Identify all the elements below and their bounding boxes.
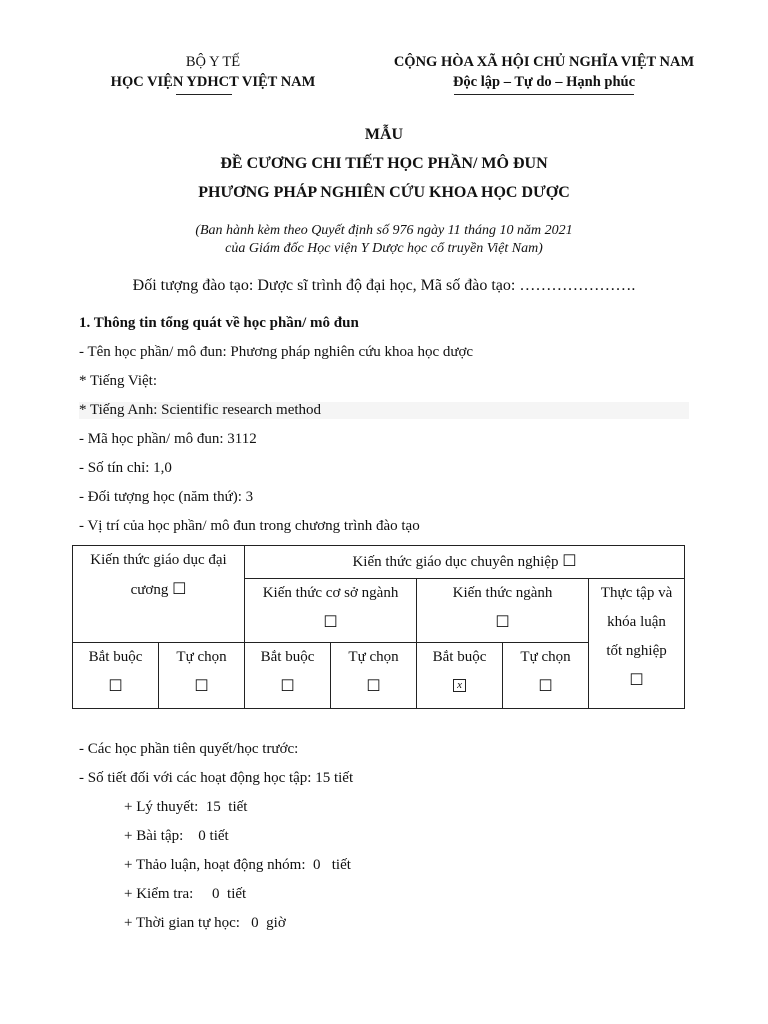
general-required-label: Bắt buộc xyxy=(88,649,143,665)
vietnamese-name-line: * Tiếng Việt: xyxy=(79,373,158,389)
foundation-elective-label: Tự chọn xyxy=(348,649,399,665)
hours-line: - Số tiết đối với các hoạt động học tập: 15 tiết xyxy=(79,770,354,786)
theory-hours-line: + Lý thuyết: 15 tiết xyxy=(124,799,248,815)
major-checkbox: ☐ xyxy=(495,614,510,631)
institution-name: HỌC VIỆN YDHCT VIỆT NAM xyxy=(110,74,316,90)
study-year-line: - Đối tượng học (năm thứ): 3 xyxy=(79,489,254,505)
course-code-line: - Mã học phần/ mô đun: 3112 xyxy=(79,431,257,447)
discussion-hours-line: + Thảo luận, hoạt động nhóm: 0 tiết xyxy=(124,857,351,873)
curriculum-position-table xyxy=(72,545,685,709)
credits-line: - Số tín chỉ: 1,0 xyxy=(79,460,172,476)
decision-line-1: (Ban hành kèm theo Quyết định số 976 ngày 11 tháng 10 năm 2021 xyxy=(195,223,573,238)
course-name-line: - Tên học phần/ mô đun: Phương pháp nghiên cứu khoa học dược xyxy=(79,344,474,360)
internship-checkbox: ☐ xyxy=(629,672,644,689)
internship-cell xyxy=(589,579,685,709)
general-education-checkbox: ☐ xyxy=(172,581,187,598)
foundation-elective-checkbox: ☐ xyxy=(366,678,381,695)
major-cell xyxy=(417,579,589,643)
general-elective-label: Tự chọn xyxy=(176,649,227,665)
position-line: - Vị trí của học phần/ mô đun trong chương trình đào tạo xyxy=(79,518,420,534)
right-header-rule xyxy=(454,94,634,95)
major-elective-label: Tự chọn xyxy=(520,649,571,665)
training-target: Đối tượng đào tạo: Dược sĩ trình độ đại học, Mã số đào tạo: …………………. xyxy=(132,277,636,294)
course-title: PHƯƠNG PHÁP NGHIÊN CỨU KHOA HỌC DƯỢC xyxy=(198,184,570,201)
major-required-checked-box: x xyxy=(453,679,466,692)
prerequisite-line: - Các học phần tiên quyết/học trước: xyxy=(79,741,299,757)
foundation-required-checkbox: ☐ xyxy=(280,678,295,695)
major-required-cell xyxy=(417,643,503,709)
foundation-cell xyxy=(245,579,417,643)
professional-education-checkbox: ☐ xyxy=(562,553,577,570)
foundation-elective-cell xyxy=(331,643,417,709)
foundation-checkbox: ☐ xyxy=(323,614,338,631)
major-label: Kiến thức ngành xyxy=(452,585,553,601)
english-name-line: * Tiếng Anh: Scientific research method xyxy=(79,402,689,419)
exercise-hours-line: + Bài tập: 0 tiết xyxy=(124,828,229,844)
internship-label-line-2: khóa luận xyxy=(607,614,666,630)
general-elective-cell xyxy=(159,643,245,709)
major-required-label: Bắt buộc xyxy=(432,649,487,665)
major-elective-cell xyxy=(503,643,589,709)
general-education-cell xyxy=(73,546,245,643)
country-name: CỘNG HÒA XÃ HỘI CHỦ NGHĨA VIỆT NAM xyxy=(393,54,695,70)
ministry-name: BỘ Y TẾ xyxy=(185,54,241,70)
section-1-heading: 1. Thông tin tổng quát về học phần/ mô đun xyxy=(79,315,359,331)
test-hours-line: + Kiểm tra: 0 tiết xyxy=(124,886,247,902)
general-required-checkbox: ☐ xyxy=(108,678,123,695)
foundation-required-cell xyxy=(245,643,331,709)
professional-education-label: Kiến thức giáo dục chuyên nghiệp xyxy=(352,554,559,570)
document-title: ĐỀ CƯƠNG CHI TIẾT HỌC PHẦN/ MÔ ĐUN xyxy=(220,155,548,172)
foundation-required-label: Bắt buộc xyxy=(260,649,315,665)
internship-label-line-3: tốt nghiệp xyxy=(606,643,667,659)
general-education-label: Kiến thức giáo dục đại cương xyxy=(90,552,227,598)
form-label: MẪU xyxy=(364,126,404,143)
motto: Độc lập – Tự do – Hạnh phúc xyxy=(452,74,636,90)
general-elective-checkbox: ☐ xyxy=(194,678,209,695)
major-elective-checkbox: ☐ xyxy=(538,678,553,695)
internship-label-line-1: Thực tập và xyxy=(600,585,673,601)
general-required-cell xyxy=(73,643,159,709)
professional-education-cell xyxy=(245,546,685,579)
decision-line-2: của Giám đốc Học viện Y Dược học cổ truyền Việt Nam) xyxy=(225,241,543,256)
foundation-label: Kiến thức cơ sở ngành xyxy=(262,585,399,601)
left-header-rule xyxy=(176,94,232,95)
self-study-line: + Thời gian tự học: 0 giờ xyxy=(124,915,286,931)
